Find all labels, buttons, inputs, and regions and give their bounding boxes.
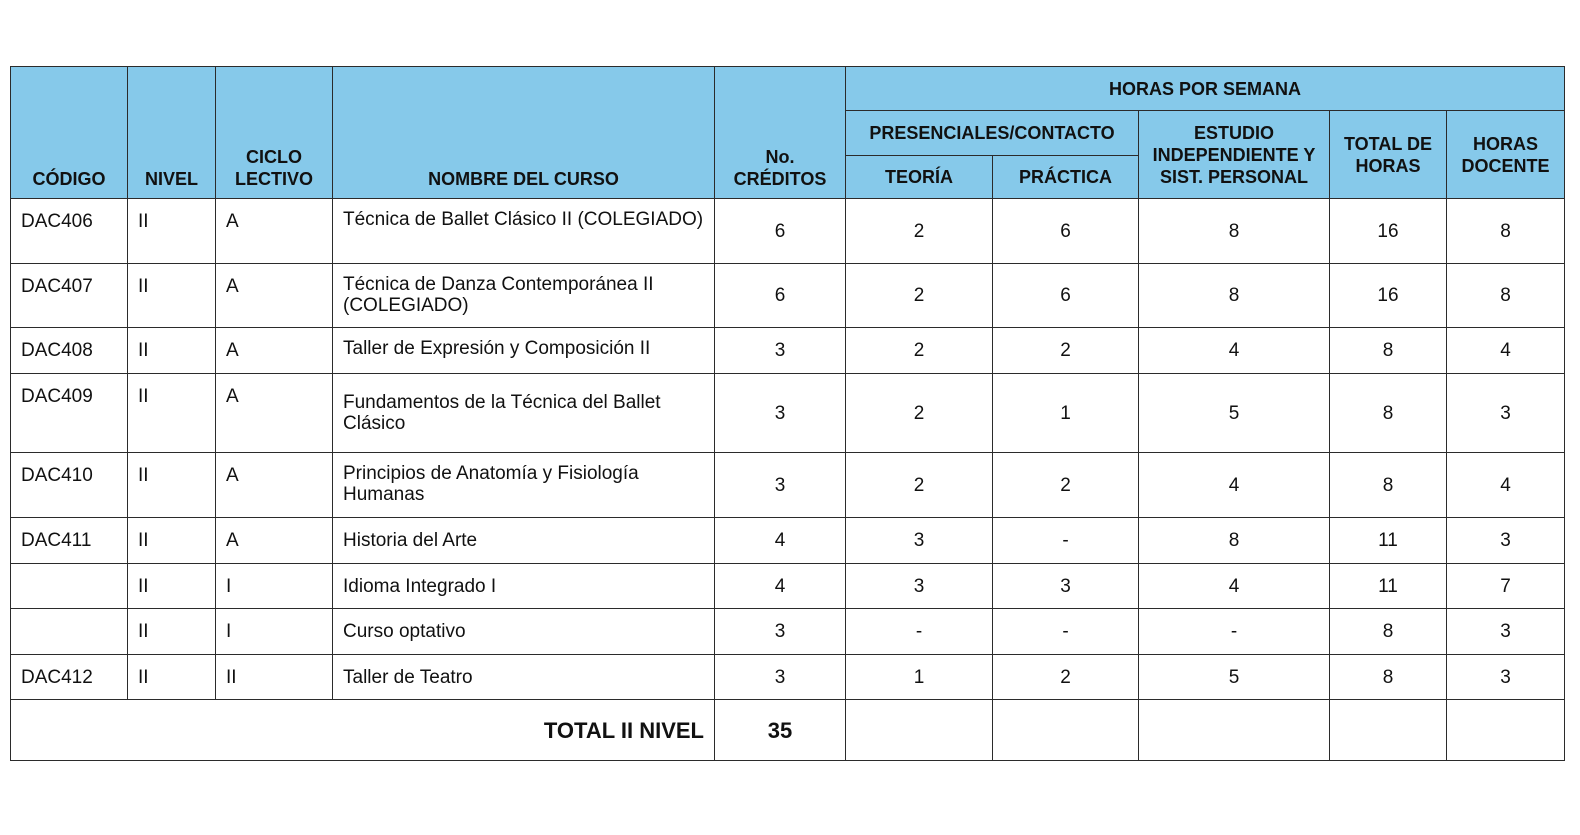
cell-total: 8 xyxy=(1330,655,1447,700)
header-presenciales-contacto: PRESENCIALES/CONTACTO xyxy=(846,111,1139,156)
header-creditos: No. CRÉDITOS xyxy=(715,67,846,199)
cell-codigo xyxy=(11,609,128,655)
cell-ciclo: A xyxy=(216,264,333,328)
table-row xyxy=(11,609,1565,655)
cell-practica: 2 xyxy=(993,453,1139,518)
cell-teoria: 3 xyxy=(846,564,993,609)
cell-docente: 3 xyxy=(1447,518,1565,564)
curriculum-table xyxy=(10,66,1565,761)
header-teoria: TEORÍA xyxy=(846,156,993,199)
cell-total: 11 xyxy=(1330,564,1447,609)
table-row xyxy=(11,564,1565,609)
cell-practica: 1 xyxy=(993,374,1139,453)
cell-practica: - xyxy=(993,609,1139,655)
cell-ciclo: I xyxy=(216,609,333,655)
cell-teoria: 2 xyxy=(846,264,993,328)
cell-nivel: II xyxy=(128,518,216,564)
cell-teoria: 2 xyxy=(846,453,993,518)
cell-nivel: II xyxy=(128,609,216,655)
table-row xyxy=(11,374,1565,453)
cell-estudio: 8 xyxy=(1139,199,1330,264)
cell-estudio: 5 xyxy=(1139,655,1330,700)
header-total-de-horas: TOTAL DE HORAS xyxy=(1330,111,1447,199)
cell-codigo xyxy=(11,564,128,609)
cell-estudio: 5 xyxy=(1139,374,1330,453)
cell-docente: 4 xyxy=(1447,328,1565,374)
table-row xyxy=(11,264,1565,328)
cell-practica: 2 xyxy=(993,328,1139,374)
cell-nivel: II xyxy=(128,328,216,374)
cell-creditos: 4 xyxy=(715,564,846,609)
cell-practica: 6 xyxy=(993,264,1139,328)
header-estudio-independiente: ESTUDIO INDEPENDIENTE Y SIST. PERSONAL xyxy=(1139,111,1330,199)
cell-creditos: 3 xyxy=(715,328,846,374)
cell-nivel: II xyxy=(128,564,216,609)
cell-docente: 3 xyxy=(1447,374,1565,453)
cell-estudio: 4 xyxy=(1139,564,1330,609)
table-header xyxy=(11,67,1565,199)
cell-nivel: II xyxy=(128,453,216,518)
cell-nivel: II xyxy=(128,264,216,328)
cell-codigo: DAC412 xyxy=(11,655,128,700)
cell-creditos: 3 xyxy=(715,453,846,518)
cell-total: 8 xyxy=(1330,328,1447,374)
cell-estudio: 4 xyxy=(1139,328,1330,374)
cell-teoria: 2 xyxy=(846,328,993,374)
total-empty-cell xyxy=(1139,700,1330,761)
cell-teoria: 2 xyxy=(846,374,993,453)
cell-codigo: DAC409 xyxy=(11,374,128,453)
cell-creditos: 3 xyxy=(715,609,846,655)
cell-nivel: II xyxy=(128,374,216,453)
cell-practica: 2 xyxy=(993,655,1139,700)
cell-nombre: Técnica de Danza Contemporánea II (COLEGIADO) xyxy=(333,264,715,328)
cell-nombre: Fundamentos de la Técnica del Ballet Clásico xyxy=(333,374,715,453)
cell-teoria: 1 xyxy=(846,655,993,700)
cell-nombre: Taller de Teatro xyxy=(333,655,715,700)
cell-docente: 4 xyxy=(1447,453,1565,518)
cell-creditos: 6 xyxy=(715,199,846,264)
cell-creditos: 3 xyxy=(715,655,846,700)
cell-docente: 3 xyxy=(1447,609,1565,655)
cell-docente: 8 xyxy=(1447,199,1565,264)
cell-total: 8 xyxy=(1330,609,1447,655)
cell-nombre: Principios de Anatomía y Fisiología Humanas xyxy=(333,453,715,518)
cell-codigo: DAC410 xyxy=(11,453,128,518)
cell-total: 16 xyxy=(1330,199,1447,264)
cell-nombre: Curso optativo xyxy=(333,609,715,655)
cell-practica: 6 xyxy=(993,199,1139,264)
cell-ciclo: A xyxy=(216,374,333,453)
cell-nombre: Técnica de Ballet Clásico II (COLEGIADO) xyxy=(333,199,715,264)
cell-teoria: - xyxy=(846,609,993,655)
table-row xyxy=(11,655,1565,700)
cell-ciclo: A xyxy=(216,199,333,264)
cell-nombre: Historia del Arte xyxy=(333,518,715,564)
cell-teoria: 2 xyxy=(846,199,993,264)
cell-nivel: II xyxy=(128,199,216,264)
cell-nombre: Taller de Expresión y Composición II xyxy=(333,328,715,374)
cell-ciclo: II xyxy=(216,655,333,700)
total-label: TOTAL II NIVEL xyxy=(11,700,715,761)
header-horas-docente: HORAS DOCENTE xyxy=(1447,111,1565,199)
table-row xyxy=(11,453,1565,518)
total-empty-cell xyxy=(993,700,1139,761)
cell-codigo: DAC411 xyxy=(11,518,128,564)
cell-ciclo: A xyxy=(216,518,333,564)
cell-estudio: - xyxy=(1139,609,1330,655)
cell-ciclo: I xyxy=(216,564,333,609)
cell-estudio: 8 xyxy=(1139,264,1330,328)
total-empty-cell xyxy=(1447,700,1565,761)
cell-estudio: 8 xyxy=(1139,518,1330,564)
table-body xyxy=(11,199,1565,761)
cell-nivel: II xyxy=(128,655,216,700)
total-row xyxy=(11,700,1565,761)
table-row xyxy=(11,328,1565,374)
cell-total: 16 xyxy=(1330,264,1447,328)
table-row xyxy=(11,518,1565,564)
total-empty-cell xyxy=(846,700,993,761)
header-codigo: CÓDIGO xyxy=(11,67,128,199)
header-horas-por-semana: HORAS POR SEMANA xyxy=(846,67,1565,111)
cell-creditos: 4 xyxy=(715,518,846,564)
cell-ciclo: A xyxy=(216,328,333,374)
cell-nombre: Idioma Integrado I xyxy=(333,564,715,609)
total-empty-cell xyxy=(1330,700,1447,761)
cell-codigo: DAC406 xyxy=(11,199,128,264)
cell-estudio: 4 xyxy=(1139,453,1330,518)
cell-codigo: DAC408 xyxy=(11,328,128,374)
cell-creditos: 6 xyxy=(715,264,846,328)
cell-teoria: 3 xyxy=(846,518,993,564)
cell-practica: - xyxy=(993,518,1139,564)
header-practica: PRÁCTICA xyxy=(993,156,1139,199)
cell-practica: 3 xyxy=(993,564,1139,609)
table-row xyxy=(11,199,1565,264)
cell-creditos: 3 xyxy=(715,374,846,453)
cell-ciclo: A xyxy=(216,453,333,518)
cell-total: 8 xyxy=(1330,453,1447,518)
cell-total: 11 xyxy=(1330,518,1447,564)
cell-codigo: DAC407 xyxy=(11,264,128,328)
cell-docente: 7 xyxy=(1447,564,1565,609)
header-ciclo-lectivo: CICLO LECTIVO xyxy=(216,67,333,199)
header-nivel: NIVEL xyxy=(128,67,216,199)
header-nombre-del-curso: NOMBRE DEL CURSO xyxy=(333,67,715,199)
cell-docente: 8 xyxy=(1447,264,1565,328)
total-creditos: 35 xyxy=(715,700,846,761)
cell-docente: 3 xyxy=(1447,655,1565,700)
cell-total: 8 xyxy=(1330,374,1447,453)
